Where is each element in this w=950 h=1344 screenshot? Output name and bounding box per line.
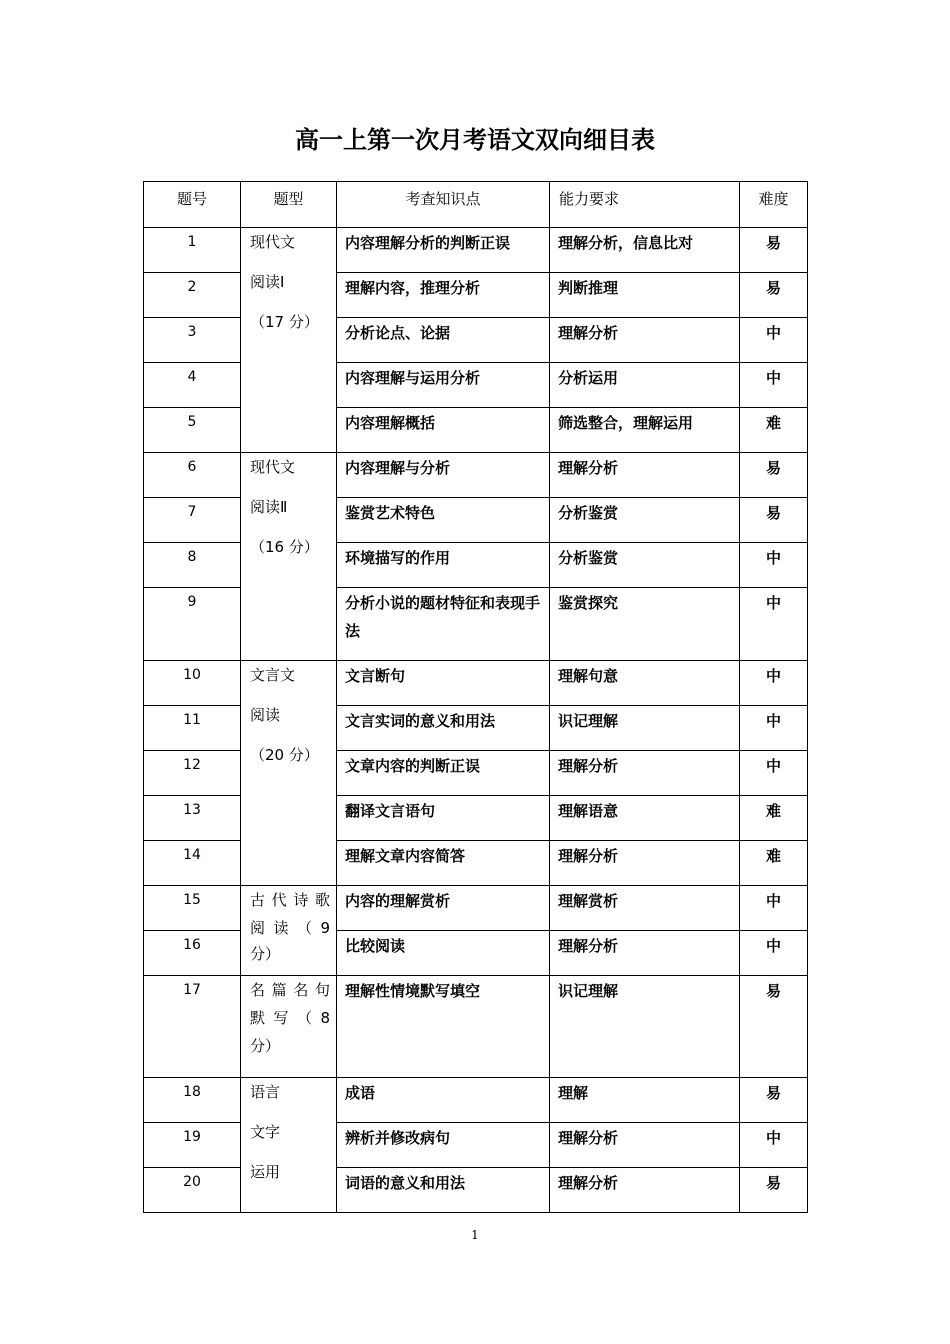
knowledge-point: 分析论点、论据 <box>337 318 550 363</box>
question-number: 9 <box>144 588 241 661</box>
question-type-line: 阅读 <box>250 706 281 724</box>
question-number: 5 <box>144 408 241 453</box>
difficulty: 难 <box>740 796 808 841</box>
question-type-cell <box>241 228 337 453</box>
question-type-line: 阅读Ⅰ <box>250 273 285 291</box>
ability-requirement: 判断推理 <box>550 273 740 318</box>
question-number: 11 <box>144 706 241 751</box>
table-row <box>144 976 808 1078</box>
ability-requirement: 理解分析 <box>550 318 740 363</box>
question-type-line: 分） <box>250 945 281 963</box>
question-type-cell <box>241 976 337 1078</box>
table-row <box>144 453 808 498</box>
knowledge-point: 文言断句 <box>337 661 550 706</box>
difficulty: 中 <box>740 543 808 588</box>
question-type-line: 阅读（9 <box>250 919 330 937</box>
question-number: 10 <box>144 661 241 706</box>
header-number: 题号 <box>144 182 241 228</box>
question-type-line: 语言 <box>250 1083 281 1101</box>
question-type-cell <box>241 453 337 661</box>
question-type-cell <box>241 886 337 976</box>
difficulty: 易 <box>740 228 808 273</box>
table-row <box>144 228 808 273</box>
knowledge-point: 内容理解与分析 <box>337 453 550 498</box>
ability-requirement: 分析鉴赏 <box>550 543 740 588</box>
ability-requirement: 筛选整合，理解运用 <box>550 408 740 453</box>
knowledge-point: 文言实词的意义和用法 <box>337 706 550 751</box>
ability-requirement: 理解分析 <box>550 453 740 498</box>
question-type-cell <box>241 661 337 886</box>
knowledge-point: 翻译文言语句 <box>337 796 550 841</box>
difficulty: 中 <box>740 661 808 706</box>
question-type-line: 现代文 <box>250 233 296 251</box>
difficulty: 中 <box>740 751 808 796</box>
knowledge-point: 内容理解概括 <box>337 408 550 453</box>
knowledge-point: 分析小说的题材特征和表现手法 <box>337 588 550 661</box>
knowledge-point: 理解文章内容简答 <box>337 841 550 886</box>
question-number: 17 <box>144 976 241 1078</box>
question-number: 7 <box>144 498 241 543</box>
question-number: 3 <box>144 318 241 363</box>
question-type-line: 分） <box>250 1037 281 1055</box>
knowledge-point: 内容的理解赏析 <box>337 886 550 931</box>
ability-requirement: 鉴赏探究 <box>550 588 740 661</box>
difficulty: 易 <box>740 1078 808 1123</box>
question-number: 8 <box>144 543 241 588</box>
question-type-line: 阅读Ⅱ <box>250 498 288 516</box>
difficulty: 易 <box>740 453 808 498</box>
question-number: 2 <box>144 273 241 318</box>
table-row <box>144 1078 808 1123</box>
question-number: 18 <box>144 1078 241 1123</box>
ability-requirement: 理解分析 <box>550 1168 740 1213</box>
question-type-line: （16 分） <box>250 538 319 556</box>
difficulty: 中 <box>740 886 808 931</box>
difficulty: 易 <box>740 976 808 1078</box>
knowledge-point: 成语 <box>337 1078 550 1123</box>
difficulty: 中 <box>740 363 808 408</box>
question-type-line: 文字 <box>250 1123 281 1141</box>
question-type-line: 名篇名句 <box>250 981 330 999</box>
question-number: 6 <box>144 453 241 498</box>
header-type: 题型 <box>241 182 337 228</box>
ability-requirement: 理解分析 <box>550 751 740 796</box>
page-number: 1 <box>471 1228 479 1242</box>
table-row <box>144 886 808 931</box>
question-number: 19 <box>144 1123 241 1168</box>
question-number: 1 <box>144 228 241 273</box>
question-type-line: 古代诗歌 <box>250 891 330 909</box>
knowledge-point: 内容理解与运用分析 <box>337 363 550 408</box>
knowledge-point: 环境描写的作用 <box>337 543 550 588</box>
ability-requirement: 理解语意 <box>550 796 740 841</box>
question-number: 4 <box>144 363 241 408</box>
ability-requirement: 理解分析 <box>550 1123 740 1168</box>
question-type-line: 运用 <box>250 1163 281 1181</box>
knowledge-point: 内容理解分析的判断正误 <box>337 228 550 273</box>
knowledge-point: 比较阅读 <box>337 931 550 976</box>
question-number: 14 <box>144 841 241 886</box>
difficulty: 难 <box>740 408 808 453</box>
knowledge-point: 鉴赏艺术特色 <box>337 498 550 543</box>
difficulty: 易 <box>740 273 808 318</box>
question-type-cell <box>241 1078 337 1213</box>
header-knowledge: 考查知识点 <box>337 182 550 228</box>
ability-requirement: 理解句意 <box>550 661 740 706</box>
question-number: 15 <box>144 886 241 931</box>
specification-table <box>143 181 808 1213</box>
question-number: 20 <box>144 1168 241 1213</box>
ability-requirement: 理解分析 <box>550 841 740 886</box>
difficulty: 难 <box>740 841 808 886</box>
ability-requirement: 分析鉴赏 <box>550 498 740 543</box>
ability-requirement: 识记理解 <box>550 976 740 1078</box>
question-type-line: 文言文 <box>250 666 296 684</box>
table-row <box>144 661 808 706</box>
difficulty: 中 <box>740 706 808 751</box>
difficulty: 中 <box>740 931 808 976</box>
ability-requirement: 理解赏析 <box>550 886 740 931</box>
ability-requirement: 理解分析，信息比对 <box>550 228 740 273</box>
ability-requirement: 识记理解 <box>550 706 740 751</box>
knowledge-point: 词语的意义和用法 <box>337 1168 550 1213</box>
header-difficulty: 难度 <box>740 182 808 228</box>
knowledge-point: 辨析并修改病句 <box>337 1123 550 1168</box>
question-type-line: 默写（8 <box>250 1009 330 1027</box>
page-title: 高一上第一次月考语文双向细目表 <box>295 126 655 154</box>
question-type-line: （20 分） <box>250 746 319 764</box>
difficulty: 易 <box>740 1168 808 1213</box>
difficulty: 中 <box>740 318 808 363</box>
knowledge-point: 理解内容，推理分析 <box>337 273 550 318</box>
question-number: 13 <box>144 796 241 841</box>
question-number: 12 <box>144 751 241 796</box>
header-ability: 能力要求 <box>550 182 740 228</box>
difficulty: 中 <box>740 1123 808 1168</box>
ability-requirement: 分析运用 <box>550 363 740 408</box>
knowledge-point: 理解性情境默写填空 <box>337 976 550 1078</box>
difficulty: 中 <box>740 588 808 661</box>
question-type-line: 现代文 <box>250 458 296 476</box>
header-row <box>144 182 808 228</box>
question-number: 16 <box>144 931 241 976</box>
difficulty: 易 <box>740 498 808 543</box>
question-type-line: （17 分） <box>250 313 319 331</box>
ability-requirement: 理解 <box>550 1078 740 1123</box>
ability-requirement: 理解分析 <box>550 931 740 976</box>
knowledge-point: 文章内容的判断正误 <box>337 751 550 796</box>
